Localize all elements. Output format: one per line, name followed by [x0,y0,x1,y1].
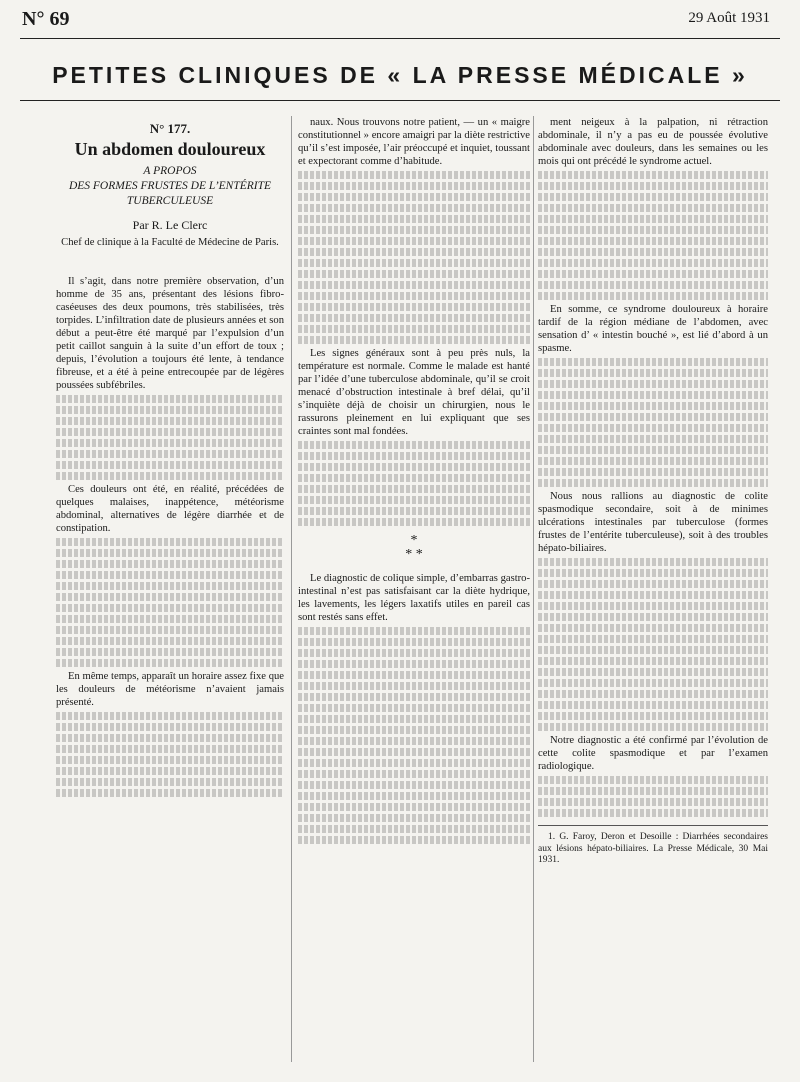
paragraph: Notre diagnostic a été confirmé par l’évolution de cette colite spasmodique et par l’examen radiologique. [538,735,768,772]
footnote: 1. G. Faroy, Deron et Desoille : Diarrhées secondaires aux lésions hépato-biliaires. La Presse Médicale, 30 Mai 1931. [538,825,768,867]
column-divider [291,116,292,1062]
article-subtitle-3: TUBERCULEUSE [126,195,214,207]
column-2 [298,116,530,847]
paragraph: naux. Nous trouvons notre patient, — un « maigre constitutionnel » encore amaigri par la diète restrictive qu’il s’est imposée, l’air préoccupé et inquiet, toussant et expectorant comme d’habitude. [298,117,530,167]
paragraph: Il s’agit, dans notre première observation, d’un homme de 35 ans, présentant des lésions fibro-caséeuses des deux poumons, très stabilisées, très torpides. L’infiltration date de plusieurs années et son début a peut-être été marqué par l’expulsion d’un petit caillot sanguin à la suite d’un effort de toux ; depuis, l’évolution a toujours été lente, à tendance fibreuse, et a été à peine entrecoupée par de légères poussées subfébriles. [56,276,284,391]
article-subtitle-2: DES FORMES FRUSTES DE L’ENTÉRITE [68,180,272,192]
column-3 [538,116,768,867]
column-divider [533,116,534,1062]
article-number: N° 177. [149,121,191,136]
article-subtitle-1: A PROPOS [143,165,197,177]
column-1 [56,116,284,800]
author: Par R. Le Clerc [132,218,208,232]
section-banner: PETITES CLINIQUES DE « LA PRESSE MÉDICALE » [52,62,748,88]
article-title: Un abdomen douloureux [74,139,266,159]
issue-date: 29 Août 1931 [688,10,770,26]
section-separator: * * * [405,533,423,562]
banner-rule [20,100,780,101]
affiliation: Chef de clinique à la Faculté de Médecine de Paris. [61,237,279,248]
paragraph: Les signes généraux sont à peu près nuls, la température est normale. Comme le malade est hanté par l’idée d’une tuberculose abdominale, qu’il se croit menacé d’obstruction intestinale à bref délai, qu’il s’inquiète déjà de choisir un chirurgien, nous le rassurons pleinement en lui expliquant que ses craintes sont mal fondées. [298,348,530,437]
paragraph: En même temps, apparaît un horaire assez fixe que les douleurs de météorisme n’avaient jamais présenté. [56,671,284,708]
paragraph: En somme, ce syndrome douloureux à horaire tardif de la région médiane de l’abdomen, avec sensation d’ « intestin bouché », est lié d’abord à un spasme. [538,304,768,354]
paragraph: ment neigeux à la palpation, ni rétraction abdominale, il n’y a pas eu de poussée évolutive abdominale avec douleurs, dans les semaines ou les mois qui ont précédé le syndrome actuel. [538,117,768,167]
issue-number: N° 69 [22,8,70,30]
header-rule [20,38,780,39]
paragraph: Nous nous rallions au diagnostic de colite spasmodique secondaire, soit à de minimes ulcérations intestinales par tuberculose (formes frustes de l’entérite tuberculeuse), soit à des troubles hépato-biliaires. [538,491,768,554]
paragraph: Ces douleurs ont été, en réalité, précédées de quelques malaises, inappétence, météorisme abdominal, alternatives de légère diarrhée et de constipation. [56,484,284,534]
paragraph: Le diagnostic de colique simple, d’embarras gastro-intestinal n’est pas satisfaisant car la diète hydrique, les lavements, les légers laxatifs utiles en pareil cas sont restés sans effet. [298,573,530,623]
